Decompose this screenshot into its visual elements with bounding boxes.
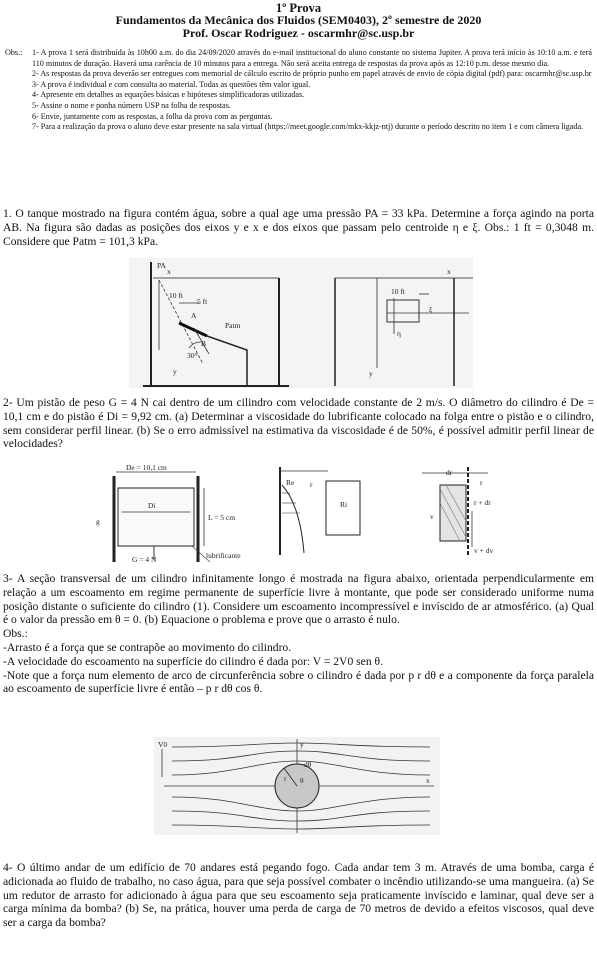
label-r-plus-dr: r + dr bbox=[474, 498, 491, 507]
question-3-paragraph: 3- A seção transversal de um cilindro infinitamente longo é mostrada na figura abaixo, orientada perpendicularmente em relação a um escoamento em regime permanente de superfície livre à montante, que pode ser considerado uniforme numa posição distante o suficiente do cilindro (1). Considere um escoamento incompressível e invíscido de ar atmosférico. (a) Qual é o valor da pressão em θ = 0. (b) Equacione o problema e prove que o arrasto é nulo. bbox=[3, 572, 594, 627]
label-length: L = 5 cm bbox=[208, 513, 236, 522]
course-line: Fundamentos da Mecânica dos Fluidos (SEM0403), 2º semestre de 2020 bbox=[115, 13, 482, 27]
question-1-text bbox=[3, 207, 594, 248]
instruction-item: 1- A prova 1 será distribuída às 10h00 a.m. do dia 24/09/2020 através do e-mail institucional do aluno constante no sistema Jupiter. A prova terá início às 10:10 a.m. e terá 110 minutos de duração. Haverá uma carência de 10 minutos para a entrega. Não será aceita entrega de respostas da prova após as 12:10 p.m. desse mesmo dia. bbox=[32, 48, 592, 68]
label-5ft: 5 ft bbox=[197, 297, 208, 306]
instruction-item: 2- As respostas da prova deverão ser entregues com memorial de cálculo escrito de próprio punho em papel através de envio de cópia digital (pdf) para: oscarmhr@sc.usp.br bbox=[32, 69, 592, 79]
cylinder-flow-figure bbox=[154, 737, 440, 835]
label-v: v bbox=[430, 512, 434, 521]
instruction-item: 4- Apresente em detalhes as equações básicas e hipóteses simplificadoras utilizadas. bbox=[32, 90, 305, 100]
label-dr: dr bbox=[446, 468, 453, 477]
label-a: A bbox=[191, 311, 197, 320]
label-dtheta: dθ bbox=[304, 760, 312, 769]
fluid-element-figure bbox=[420, 463, 514, 559]
instructions-list bbox=[32, 48, 592, 133]
question-3-note: -Arrasto é a força que se contrapõe ao movimento do cilindro. bbox=[3, 640, 292, 654]
label-y-left: y bbox=[173, 367, 177, 376]
question-3-text bbox=[3, 572, 594, 696]
piston-figure bbox=[92, 462, 260, 566]
label-pa: PA bbox=[157, 261, 166, 270]
label-y-axis: y bbox=[300, 740, 304, 749]
label-theta: θ bbox=[300, 776, 304, 785]
label-radius: r bbox=[284, 774, 287, 783]
velocity-profile-figure bbox=[276, 465, 370, 557]
instruction-item: 5- Assine o nome e ponha número USP na folha de respostas. bbox=[32, 100, 231, 110]
label-v-plus-dv: v + dv bbox=[474, 546, 494, 555]
instruction-item: 6- Envie, juntamente com as respostas, a folha da prova com as perguntas. bbox=[32, 111, 273, 121]
professor-line: Prof. Oscar Rodriguez - oscarmhr@sc.usp.br bbox=[182, 26, 415, 40]
label-r: r bbox=[310, 480, 313, 489]
label-x-left: x bbox=[167, 267, 171, 276]
label-ri: Ri bbox=[340, 500, 348, 509]
label-angle: 30° bbox=[187, 351, 198, 360]
label-x-right: x bbox=[447, 267, 451, 276]
question-4-paragraph: 4- O último andar de um edifício de 70 andares está pegando fogo. Cada andar tem 3 m. Através de uma bomba, carga é adicionada ao fluido de trabalho, no caso água, para que seja possível combater o incêndio utilizando-se uma mangueira. (a) Se um redutor de arrasto for adicionado à água para que seu escoamento seja praticamente invíscido e laminar, qual deve ser a carga mínima da bomba? (b) Se, na prática, houver uma perda de carga de 70 metros de devido a efeitos viscosos, qual deve ser a carga da bomba? bbox=[3, 861, 594, 930]
label-de: De = 10,1 cm bbox=[126, 463, 167, 472]
question-1-paragraph: 1. O tanque mostrado na figura contém água, sobre a qual age uma pressão PA = 33 kPa. Determine a força agindo na porta AB. Na figura são dadas as posições dos eixos y e x e dos eixos que passam pelo centroide η e ξ. Obs.: 1 ft = 0,3048 m. Considere que Patm = 101,3 kPa. bbox=[3, 207, 594, 248]
label-xi: ξ bbox=[429, 305, 433, 314]
label-x-axis: x bbox=[426, 776, 430, 785]
label-re: Re bbox=[286, 478, 295, 487]
label-y-right: y bbox=[369, 369, 373, 378]
question-2-text bbox=[3, 396, 594, 451]
question-3-note: -A velocidade do escoamento na superfície do cilindro é dada por: V = 2V0 sen θ. bbox=[3, 654, 383, 668]
instruction-item: 3- A prova é individual e com consulta ao material. Todas as questões têm valor igual. bbox=[32, 79, 311, 89]
label-di: Di bbox=[148, 501, 156, 510]
label-b: B bbox=[201, 339, 207, 348]
question-3-note: -Note que a força num elemento de arco de circunferência sobre o cilindro é dada por p r dθ e a componente da força paralela ao escoamento de superfície livre é então – p r dθ cos θ. bbox=[3, 668, 594, 696]
label-g: g bbox=[96, 517, 100, 526]
label-patm: Patm bbox=[225, 321, 241, 330]
instructions-label: Obs.: bbox=[5, 48, 23, 57]
question-4-text bbox=[3, 861, 594, 930]
label-v0: V0 bbox=[158, 740, 168, 749]
exam-title: 1º Prova bbox=[275, 1, 322, 15]
label-10ft-left: 10 ft bbox=[169, 291, 183, 300]
label-eta: η bbox=[397, 329, 401, 338]
instruction-item: 7- Para a realização da prova o aluno deve estar presente na sala virtual (https://meet.google.com/mkx-kkjz-ntj) durante o período descrito no item 1 e com câmera ligada. bbox=[32, 122, 584, 132]
label-10ft-right: 10 ft bbox=[391, 287, 405, 296]
question-2-paragraph: 2- Um pistão de peso G = 4 N cai dentro de um cilindro com velocidade constante de 2 m/s. O diâmetro do cilindro é De = 10,1 cm e do pistão é Di = 9,92 cm. (a) Determinar a viscosidade do lubrificante colocado na folga entre o pistão e o cilindro, sem considerar perfil linear. (b) Se o erro admissível na estimativa da viscosidade é de 50%, é possível admitir perfil linear de velocidades? bbox=[3, 396, 594, 451]
label-lubricant: lubrificante bbox=[206, 551, 241, 560]
label-weight: G = 4 N bbox=[132, 555, 157, 564]
tank-gate-figure bbox=[129, 258, 473, 388]
label-r-column: r bbox=[480, 478, 483, 487]
question-3-obs-label: Obs.: bbox=[3, 627, 28, 641]
